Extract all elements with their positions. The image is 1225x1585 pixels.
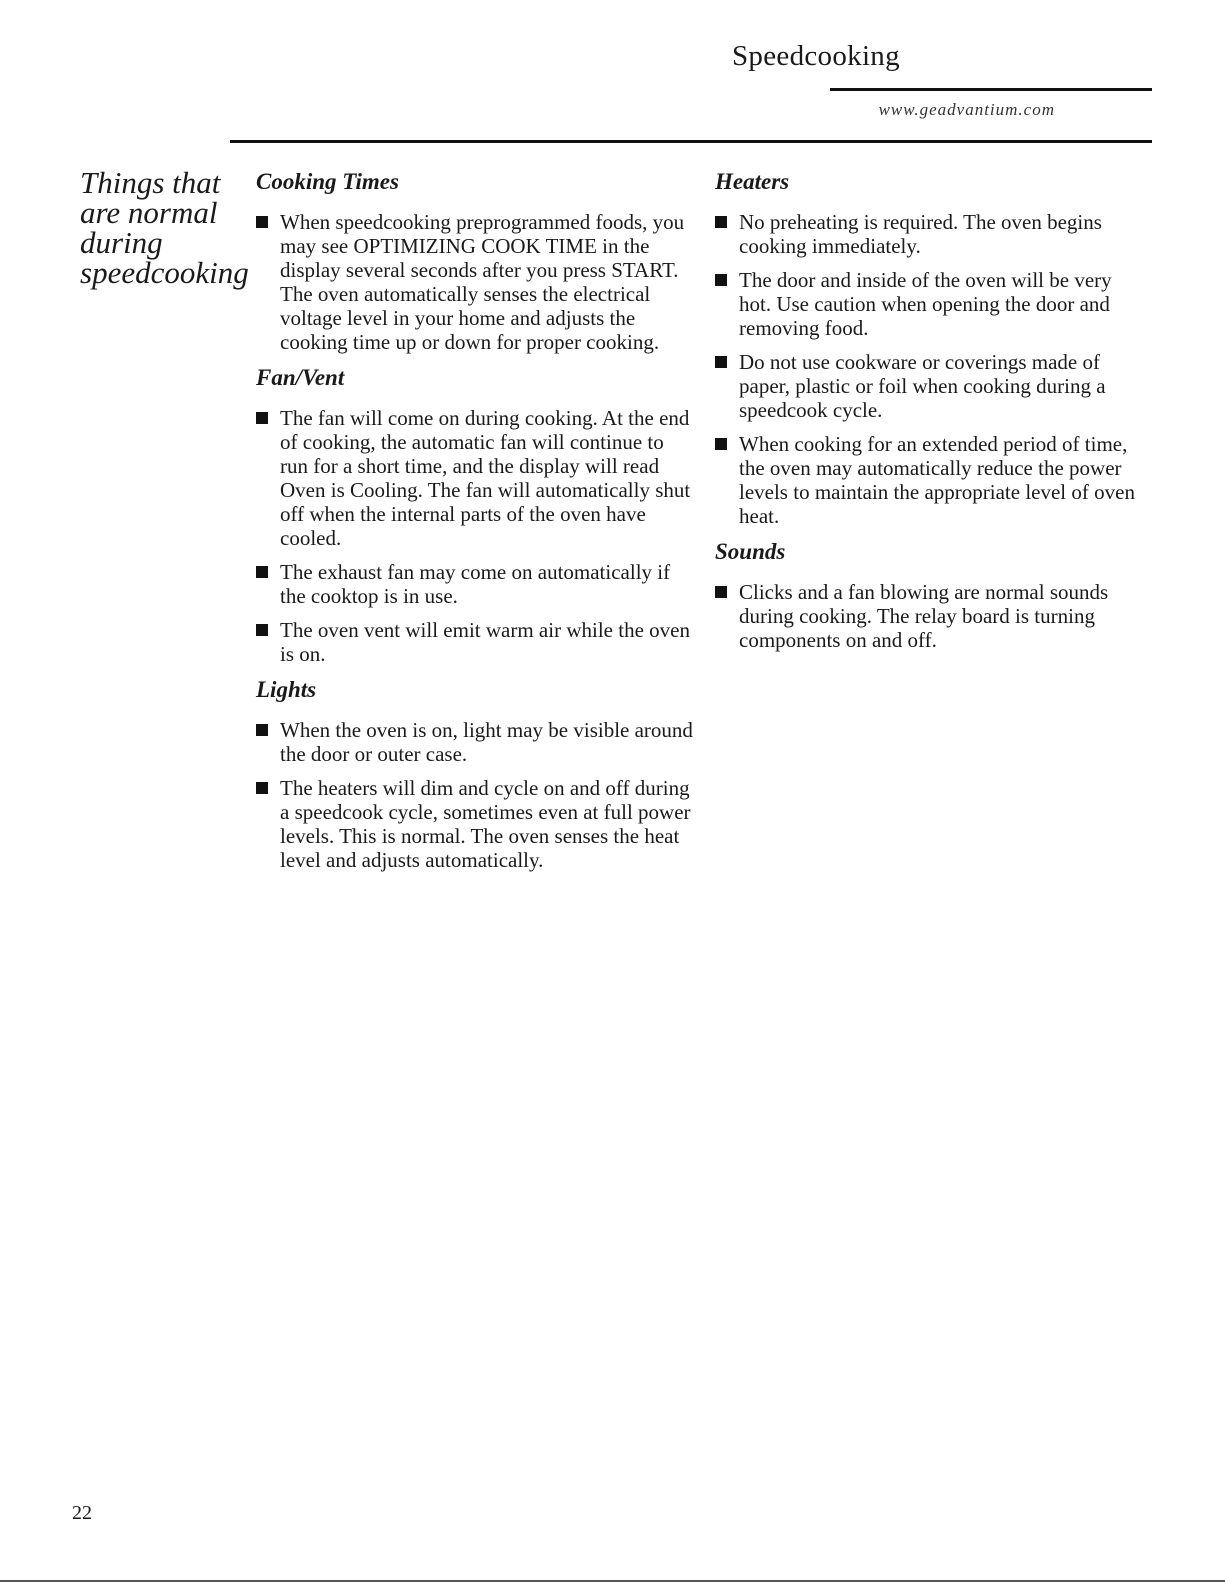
- left-column: [256, 168, 696, 882]
- header-rule: [830, 88, 1152, 91]
- list-item-text: The fan will come on during cooking. At the end of cooking, the automatic fan will continue to run for a short time, and the display will read Oven is Cooling. The fan will automatically shut off when the internal parts of the oven have cooled.: [280, 406, 691, 550]
- section-lights: [256, 676, 696, 872]
- section-rule: [230, 140, 1152, 143]
- section-heading: Fan/Vent: [256, 365, 345, 390]
- section-heading: Cooking Times: [256, 169, 399, 194]
- list-item: [715, 268, 1145, 340]
- section-heading: Sounds: [715, 539, 786, 564]
- list-item: [715, 210, 1145, 258]
- square-bullet-icon: [715, 586, 727, 598]
- list-item-text: The door and inside of the oven will be very hot. Use caution when opening the door and removing food.: [739, 268, 1112, 340]
- sidebar-title: [80, 165, 249, 290]
- square-bullet-icon: [256, 724, 268, 736]
- list-item: [256, 210, 696, 354]
- list-item-text: The heaters will dim and cycle on and off during a speedcook cycle, sometimes even at full power levels. This is normal. The oven senses the heat level and adjusts automatically.: [280, 776, 691, 872]
- list-item: [715, 350, 1145, 422]
- square-bullet-icon: [715, 274, 727, 286]
- list-item-text: Clicks and a fan blowing are normal sounds during cooking. The relay board is turning components on and off.: [739, 580, 1109, 652]
- page-number: 22: [72, 1502, 92, 1524]
- section-heaters: [715, 168, 1145, 528]
- list-item-text: When cooking for an extended period of time, the oven may automatically reduce the power levels to maintain the appropriate level of oven heat.: [739, 432, 1135, 528]
- list-item-text: Do not use cookware or coverings made of paper, plastic or foil when cooking during a speedcook cycle.: [739, 350, 1106, 422]
- list-item-text: No preheating is required. The oven begins cooking immediately.: [739, 210, 1102, 258]
- section-heading: Heaters: [715, 169, 790, 194]
- list-item: [256, 560, 696, 608]
- square-bullet-icon: [715, 356, 727, 368]
- section-heading: Lights: [256, 677, 317, 702]
- footer-rule: [0, 1580, 1225, 1582]
- square-bullet-icon: [256, 412, 268, 424]
- list-item-text: When speedcooking preprogrammed foods, you may see OPTIMIZING COOK TIME in the display several seconds after you press START. The oven automatically senses the electrical voltage level in your home and adjusts the cooking time up or down for proper cooking.: [280, 210, 685, 354]
- section-sounds: [715, 538, 1145, 652]
- list-item: [256, 718, 696, 766]
- list-item: [256, 618, 696, 666]
- square-bullet-icon: [715, 216, 727, 228]
- section-cooking-times: [256, 168, 696, 354]
- section-fan-vent: [256, 364, 696, 666]
- square-bullet-icon: [256, 566, 268, 578]
- list-item-text: The exhaust fan may come on automatically if the cooktop is in use.: [280, 560, 671, 608]
- website-url: www.geadvantium.com: [878, 100, 1055, 119]
- sidebar-title-line: speedcooking: [80, 255, 249, 290]
- sidebar-title-line: Things that: [80, 165, 221, 200]
- square-bullet-icon: [256, 216, 268, 228]
- sidebar-title-line: during: [80, 225, 163, 260]
- square-bullet-icon: [715, 438, 727, 450]
- list-item: [715, 580, 1145, 652]
- page-header-title: Speedcooking: [732, 40, 900, 72]
- square-bullet-icon: [256, 782, 268, 794]
- sidebar-title-line: are normal: [80, 195, 218, 230]
- right-column: [715, 168, 1145, 662]
- list-item: [715, 432, 1145, 528]
- list-item-text: The oven vent will emit warm air while the oven is on.: [280, 618, 690, 666]
- list-item: [256, 406, 696, 550]
- list-item-text: When the oven is on, light may be visible around the door or outer case.: [280, 718, 693, 766]
- list-item: [256, 776, 696, 872]
- square-bullet-icon: [256, 624, 268, 636]
